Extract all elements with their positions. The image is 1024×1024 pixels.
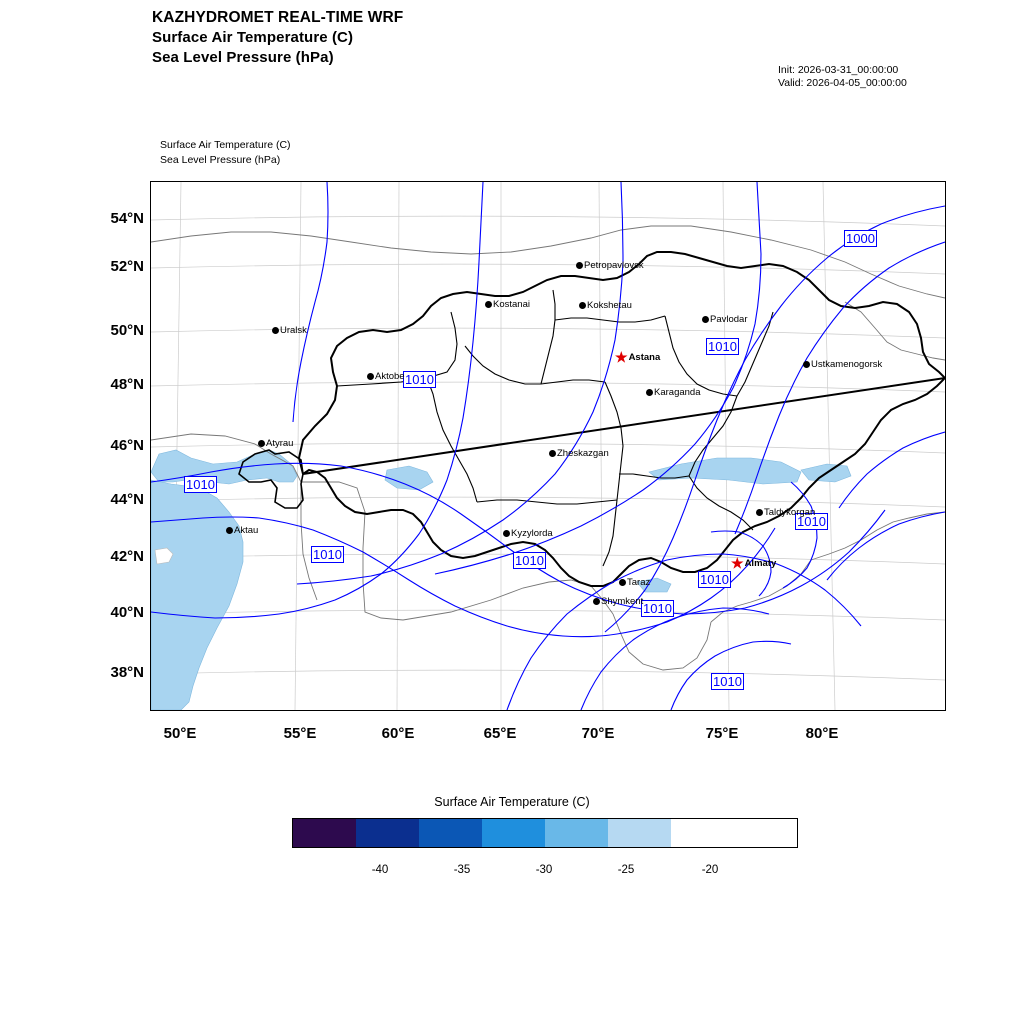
latitude-axis <box>78 181 144 711</box>
city-dot-icon <box>803 361 810 368</box>
latitude-tick-label: 44°N <box>110 491 144 508</box>
latitude-tick-label: 46°N <box>110 437 144 454</box>
city-label: Kokshetau <box>587 300 632 311</box>
city-dot-icon <box>367 373 374 380</box>
city-marker <box>756 507 815 518</box>
colorbar-swatch <box>608 819 671 847</box>
capital-marker <box>731 555 777 571</box>
capital-star-icon: ★ <box>615 349 628 365</box>
latitude-tick-label: 40°N <box>110 604 144 621</box>
latitude-tick-label: 42°N <box>110 548 144 565</box>
colorbar-swatch <box>356 819 419 847</box>
city-label: Uralsk <box>280 325 307 336</box>
city-marker <box>226 525 258 536</box>
city-dot-icon <box>485 301 492 308</box>
city-marker <box>579 300 632 311</box>
isobar-label: 1010 <box>643 601 672 616</box>
colorbar-swatch <box>293 819 356 847</box>
longitude-tick-label: 55°E <box>283 725 317 742</box>
colorbar-swatch <box>419 819 482 847</box>
latitude-tick-label: 50°N <box>110 322 144 339</box>
latitude-tick-label: 54°N <box>110 210 144 227</box>
city-label: Aktobe <box>375 371 405 382</box>
isobar-label: 1010 <box>700 572 729 587</box>
colorbar-swatch <box>734 819 797 847</box>
city-dot-icon <box>756 509 763 516</box>
city-label: Astana <box>628 352 661 363</box>
city-marker <box>619 577 650 588</box>
colorbar-tick-label: -25 <box>617 864 635 876</box>
city-label: Shymkent <box>601 596 644 607</box>
subtitle-line-1: Surface Air Temperature (C) <box>160 139 291 151</box>
city-marker <box>803 359 882 370</box>
colorbar-tick-label: -20 <box>701 864 719 876</box>
longitude-tick-label: 50°E <box>163 725 197 742</box>
city-marker <box>646 387 700 398</box>
page-title <box>152 8 403 68</box>
init-time: Init: 2026-03-31_00:00:00 <box>778 64 899 76</box>
colorbar-tick-label: -40 <box>371 864 389 876</box>
city-dot-icon <box>272 327 279 334</box>
capital-star-icon: ★ <box>731 555 744 571</box>
city-dot-icon <box>579 302 586 309</box>
isobar-label: 1010 <box>713 674 742 689</box>
colorbar <box>292 818 798 848</box>
city-marker <box>576 260 644 271</box>
city-label: Kostanai <box>493 299 530 310</box>
isobar-label: 1010 <box>186 477 215 492</box>
longitude-axis <box>150 725 946 755</box>
city-dot-icon <box>226 527 233 534</box>
city-label: Petropavlovsk <box>584 260 644 271</box>
title-line-1: KAZHYDROMET REAL-TIME WRF <box>152 9 404 26</box>
title-line-2: Surface Air Temperature (C) <box>152 29 354 46</box>
colorbar-title: Surface Air Temperature (C) <box>434 795 590 809</box>
city-label: Ustkamenogorsk <box>811 359 883 370</box>
city-dot-icon <box>593 598 600 605</box>
city-dot-icon <box>549 450 556 457</box>
title-line-3: Sea Level Pressure (hPa) <box>152 49 334 66</box>
city-dot-icon <box>576 262 583 269</box>
isobar-label: 1000 <box>846 231 875 246</box>
map-subtitle <box>160 138 291 168</box>
isobar-label: 1010 <box>313 547 342 562</box>
city-label: Kyzylorda <box>511 528 553 539</box>
longitude-tick-label: 65°E <box>483 725 517 742</box>
city-dot-icon <box>258 440 265 447</box>
subtitle-line-2: Sea Level Pressure (hPa) <box>160 154 281 166</box>
city-dot-icon <box>619 579 626 586</box>
map-canvas[interactable] <box>150 181 946 711</box>
city-dot-icon <box>503 530 510 537</box>
valid-time: Valid: 2026-04-05_00:00:00 <box>778 77 907 89</box>
colorbar-tick-label: -35 <box>453 864 471 876</box>
city-marker <box>593 596 643 607</box>
colorbar-tick-label: -30 <box>535 864 553 876</box>
isobar-label: 1010 <box>405 372 434 387</box>
isobar-label: 1010 <box>708 339 737 354</box>
city-marker <box>272 325 307 336</box>
city-marker <box>258 438 293 449</box>
colorbar-ticks <box>292 864 798 882</box>
city-marker <box>549 448 609 459</box>
capital-marker <box>615 349 661 365</box>
longitude-tick-label: 80°E <box>805 725 839 742</box>
colorbar-swatch <box>671 819 734 847</box>
colorbar-swatch <box>545 819 608 847</box>
city-dot-icon <box>702 316 709 323</box>
longitude-tick-label: 75°E <box>705 725 739 742</box>
colorbar-swatch <box>482 819 545 847</box>
city-label: Pavlodar <box>710 314 748 325</box>
city-marker <box>485 299 530 310</box>
city-dot-icon <box>646 389 653 396</box>
city-marker <box>503 528 553 539</box>
city-marker <box>367 371 405 382</box>
city-label: Taldykorgan <box>764 507 816 518</box>
isobar-label: 1010 <box>797 514 826 529</box>
city-label: Zheskazgan <box>557 448 609 459</box>
latitude-tick-label: 52°N <box>110 258 144 275</box>
city-marker <box>702 314 748 325</box>
city-label: Almaty <box>744 558 777 569</box>
longitude-tick-label: 70°E <box>581 725 615 742</box>
forecast-time-block <box>778 64 907 90</box>
city-label: Atyrau <box>266 438 294 449</box>
city-label: Taraz <box>627 577 651 588</box>
longitude-tick-label: 60°E <box>381 725 415 742</box>
latitude-tick-label: 48°N <box>110 376 144 393</box>
latitude-tick-label: 38°N <box>110 664 144 681</box>
isobar-label: 1010 <box>515 553 544 568</box>
city-label: Karaganda <box>654 387 701 398</box>
city-label: Aktau <box>234 525 259 536</box>
